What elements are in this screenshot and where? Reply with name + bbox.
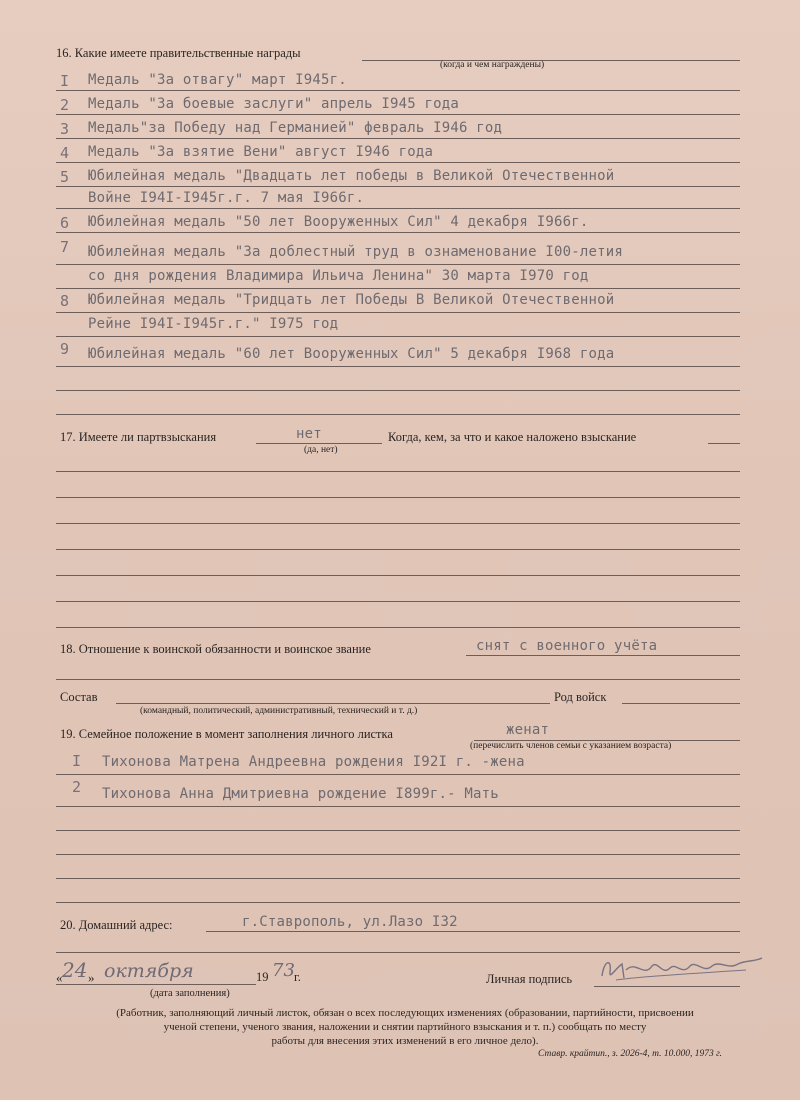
award-num: 4 bbox=[60, 144, 70, 162]
award-num: 3 bbox=[60, 120, 70, 138]
date-line bbox=[56, 984, 256, 985]
award-num: 9 bbox=[60, 340, 70, 358]
award-num: I bbox=[60, 72, 70, 90]
award-line bbox=[56, 312, 740, 313]
military-duty-label: 18. Отношение к воинской обязанности и воинское звание bbox=[60, 642, 371, 656]
printer-imprint: Ставр. крайтип., з. 2026-4, т. 10.000, 1973 г. bbox=[538, 1049, 723, 1059]
award-row-continuation: Рейне I94I-I945г.г." I975 год bbox=[88, 316, 339, 332]
award-row: Юбилейная медаль "50 лет Вооруженных Сил" 4 декабря I966г. bbox=[88, 214, 589, 230]
date-close-quote: » bbox=[88, 970, 95, 985]
family-line bbox=[56, 774, 740, 775]
home-address-line bbox=[206, 931, 740, 932]
award-line bbox=[56, 336, 740, 337]
family-status-value: женат bbox=[506, 722, 550, 738]
date-year-end: г. bbox=[294, 970, 301, 984]
footer-note-line1: (Работник, заполняющий личный листок, обязан о всех последующих изменениях (образовании, партийности, присвоении bbox=[116, 1007, 694, 1019]
signature-label: Личная подпись bbox=[486, 972, 573, 986]
award-line bbox=[56, 138, 740, 139]
blank-line bbox=[56, 878, 740, 879]
award-row-continuation: со дня рождения Владимира Ильича Ленина" 30 марта I970 год bbox=[88, 268, 589, 284]
family-member-row: Тихонова Матрена Андреевна рождения I92I г. -жена bbox=[102, 754, 525, 770]
blank-line bbox=[56, 854, 740, 855]
award-num: 7 bbox=[60, 238, 70, 256]
blank-line bbox=[56, 575, 740, 576]
sostav-line bbox=[116, 703, 550, 704]
signature-mark bbox=[596, 950, 766, 990]
award-num: 5 bbox=[60, 168, 70, 186]
award-row: Юбилейная медаль "Двадцать лет победы в Великой Отечественной bbox=[88, 168, 615, 184]
blank-line bbox=[56, 627, 740, 628]
award-row: Медаль "За взятие Вени" август I946 года bbox=[88, 144, 434, 160]
award-row: Юбилейная медаль "60 лет Вооруженных Сил" 5 декабря I968 года bbox=[88, 346, 615, 362]
party-penalty-details-line bbox=[708, 443, 740, 444]
award-row: Медаль"за Победу над Германией" февраль I946 год bbox=[88, 120, 503, 136]
date-open-quote: « bbox=[56, 970, 63, 985]
award-row: Юбилейная медаль "Тридцать лет Победы В Великой Отечественной bbox=[88, 292, 615, 308]
blank-line bbox=[56, 549, 740, 550]
award-line bbox=[56, 90, 740, 91]
party-penalty-line bbox=[256, 443, 382, 444]
award-line bbox=[56, 208, 740, 209]
date-year-suffix: 73 bbox=[272, 960, 295, 981]
footer-note bbox=[40, 1006, 770, 1048]
awards-label: 16. Какие имеете правительственные награды bbox=[56, 46, 301, 60]
blank-line bbox=[56, 902, 740, 903]
party-penalty-hint: (да, нет) bbox=[304, 445, 338, 455]
date-day: 24 bbox=[62, 958, 88, 982]
home-address-value: г.Ставрополь, ул.Лазо I32 bbox=[242, 914, 458, 930]
branch-label: Род войск bbox=[554, 690, 607, 704]
awards-header-line bbox=[362, 60, 740, 61]
award-row-continuation: Войне I94I-I945г.г. 7 мая I966г. bbox=[88, 190, 365, 206]
award-line bbox=[56, 186, 740, 187]
awards-hint: (когда и чем награждены) bbox=[440, 60, 545, 70]
award-line bbox=[56, 288, 740, 289]
award-num: 8 bbox=[60, 292, 70, 310]
home-address-label: 20. Домашний адрес: bbox=[60, 918, 173, 932]
date-year-prefix: 19 bbox=[256, 970, 269, 984]
award-num: 2 bbox=[60, 96, 70, 114]
party-penalty-details-label: Когда, кем, за что и какое наложено взыскание bbox=[388, 430, 637, 444]
award-line bbox=[56, 114, 740, 115]
award-line bbox=[56, 366, 740, 367]
footer-note-line2: ученой степени, ученого звания, наложении и снятии партийного взыскания и т. п.) сообщать по месту bbox=[163, 1021, 647, 1033]
family-line bbox=[56, 806, 740, 807]
award-line bbox=[56, 264, 740, 265]
branch-line bbox=[622, 703, 740, 704]
family-status-label: 19. Семейное положение в момент заполнения личного листка bbox=[60, 727, 393, 741]
family-status-hint: (перечислить членов семьи с указанием возраста) bbox=[470, 741, 672, 751]
family-member-row: Тихонова Анна Дмитриевна рождение I899г.- Мать bbox=[102, 786, 499, 802]
blank-line bbox=[56, 601, 740, 602]
blank-line bbox=[56, 414, 740, 415]
sostav-hint: (командный, политический, административный, технический и т. д.) bbox=[140, 706, 418, 716]
blank-line bbox=[56, 390, 740, 391]
blank-line bbox=[56, 523, 740, 524]
party-penalty-label: 17. Имеете ли партвзыскания bbox=[60, 430, 217, 444]
footer-note-line3: работы для внесения этих изменений в его личное дело). bbox=[271, 1035, 539, 1047]
blank-line bbox=[56, 679, 740, 680]
sostav-label: Состав bbox=[60, 690, 98, 704]
date-hint: (дата заполнения) bbox=[150, 988, 230, 999]
award-row: Медаль "За боевые заслуги" апрель I945 года bbox=[88, 96, 460, 112]
date-month: октября bbox=[104, 960, 194, 982]
award-num: 6 bbox=[60, 214, 70, 232]
award-line bbox=[56, 162, 740, 163]
blank-line bbox=[56, 497, 740, 498]
military-duty-value: снят с военного учёта bbox=[476, 638, 658, 654]
blank-line bbox=[56, 471, 740, 472]
party-penalty-value: нет bbox=[296, 426, 322, 442]
family-num: 2 bbox=[72, 778, 82, 796]
award-line bbox=[56, 232, 740, 233]
award-row: Юбилейная медаль "За доблестный труд в ознаменование I00-летия bbox=[88, 244, 623, 260]
family-num: I bbox=[72, 752, 82, 770]
blank-line bbox=[56, 830, 740, 831]
award-row: Медаль "За отвагу" март I945г. bbox=[88, 72, 347, 88]
military-duty-line bbox=[466, 655, 740, 656]
